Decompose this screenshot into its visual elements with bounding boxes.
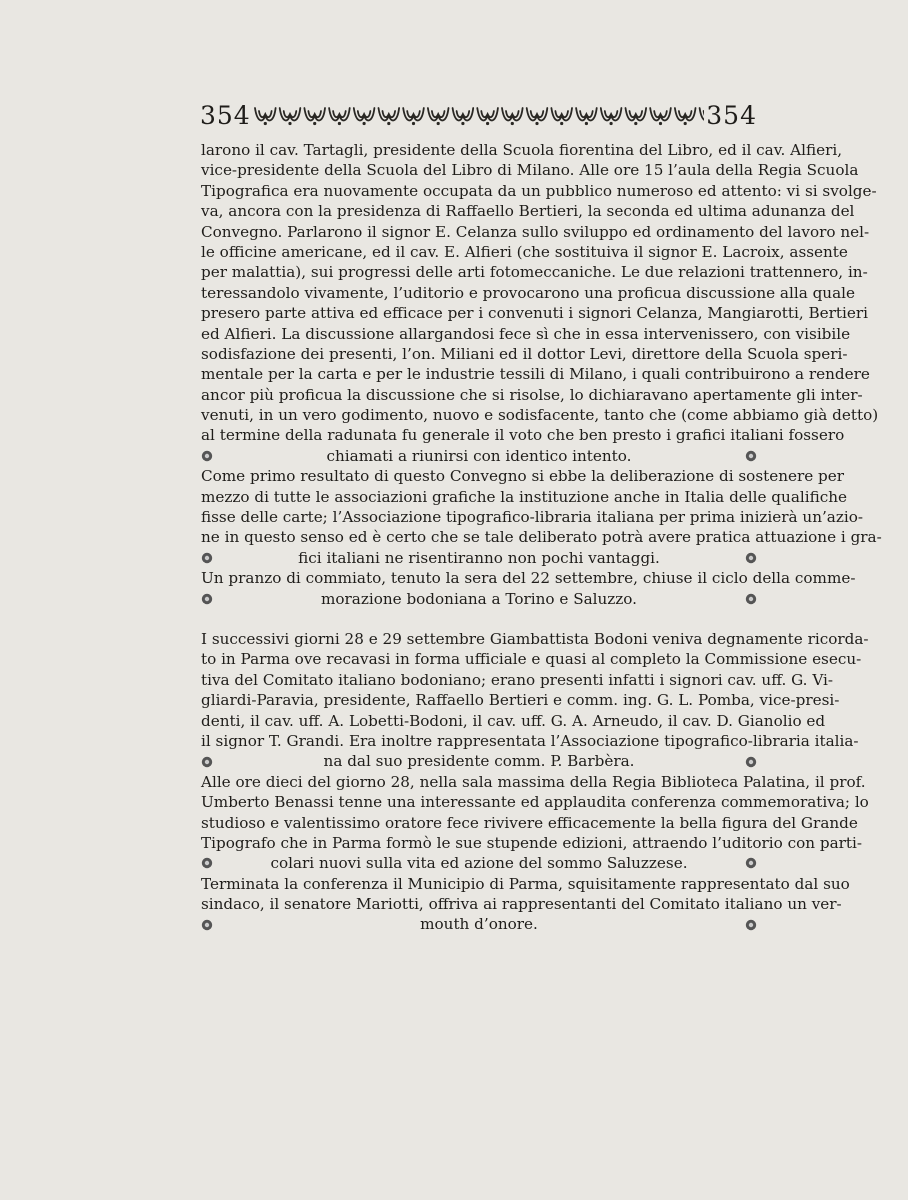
vine-ornament-band [253, 102, 705, 128]
vine-ornament-unit [329, 108, 350, 125]
closing-line [201, 751, 757, 771]
closing-text: morazione bodoniana a Torino e Saluzzo. [320, 589, 637, 608]
text-line: studioso e valentissimo oratore fece rivivere efficacemente la bella figura del Grande [201, 813, 858, 832]
rosette-ornament-icon [201, 857, 213, 869]
closing-line [201, 548, 757, 568]
closing-line [201, 853, 757, 873]
text-line: ancor più proficua la discussione che si risolse, lo dichiaravano apertamente gli inter- [201, 385, 863, 404]
text-line: sindaco, il senatore Mariotti, offriva ai rappresentanti del Comitato italiano un ver- [201, 895, 842, 914]
vine-ornament-unit [279, 108, 300, 125]
rosette-ornament-icon [201, 756, 213, 768]
text-line: al termine della radunata fu generale il voto che ben presto i grafici italiani fossero [201, 426, 845, 445]
text-line: to in Parma ove recavasi in forma ufficiale e quasi al completo la Commissione esecu- [201, 650, 862, 669]
text-line: sodisfazione dei presenti, l’on. Miliani ed il dottor Levi, direttore della Scuola speri- [201, 344, 848, 363]
text-line: Un pranzo di commiato, tenuto la sera del 22 settembre, chiuse il ciclo della comme- [201, 569, 856, 588]
text-line: gliardi-Paravia, presidente, Raffaello Bertieri e comm. ing. G. L. Pomba, vice-presi- [201, 691, 840, 710]
rosette-ornament-icon [201, 919, 213, 931]
vine-ornament-unit [428, 108, 449, 125]
closing-text: mouth d’onore. [420, 915, 538, 934]
rosette-ornament-icon [745, 593, 757, 605]
paragraph [201, 140, 879, 466]
vine-ornament-unit [378, 108, 399, 125]
text-line: il signor T. Grandi. Era inoltre rappresentata l’Associazione tipografico-libraria italia- [201, 731, 859, 750]
vine-ornament-unit [477, 108, 498, 125]
text-line: teressandolo vivamente, l’uditorio e provocarono una proficua discussione alla quale [201, 283, 855, 302]
vine-ornament-unit [304, 108, 325, 125]
text-line: vice-presidente della Scuola del Libro di Milano. Alle ore 15 l’aula della Regia Scuola [201, 161, 859, 180]
body-text [201, 140, 882, 935]
vine-ornament-unit [625, 108, 646, 125]
text-line: Tipografica era nuovamente occupata da un pubblico numeroso ed attento: vi si svolge- [201, 181, 877, 200]
paragraph [201, 629, 869, 772]
vine-ornament-unit [526, 108, 547, 125]
text-line: larono il cav. Tartagli, presidente della Scuola fiorentina del Libro, ed il cav. Alfieri, [201, 141, 843, 159]
text-line: presero parte attiva ed efficace per i convenuti i signori Celanza, Mangiarotti, Bertieri [201, 304, 868, 323]
section-gap [201, 609, 757, 629]
text-line: le officine americane, ed il cav. E. Alfieri (che sostituiva il signor E. Lacroix, assente [201, 242, 848, 261]
text-line: Tipografo che in Parma formò le sue stupende edizioni, attraendo l’uditorio con parti- [201, 833, 863, 852]
page-number-left: 354 [200, 100, 251, 130]
closing-line [201, 446, 757, 466]
text-line: I successivi giorni 28 e 29 settembre Giambattista Bodoni veniva degnamente ricorda- [201, 629, 869, 648]
text-line: Alle ore dieci del giorno 28, nella sala massima della Regia Biblioteca Palatina, il prof. [201, 772, 866, 791]
closing-line [201, 589, 757, 609]
paragraph [201, 874, 850, 935]
vine-ornament-unit [452, 108, 473, 125]
text-line: Umberto Benassi tenne una interessante ed applaudita conferenza commemorativa; lo [201, 793, 869, 812]
vine-ornament-unit [354, 108, 375, 125]
rosette-ornament-icon [745, 756, 757, 768]
rosette-ornament-icon [745, 857, 757, 869]
text-line: Terminata la conferenza il Municipio di Parma, squisitamente rappresentato dal suo [201, 874, 850, 893]
text-line: ed Alfieri. La discussione allargandosi fece sì che in essa intervenissero, con visibile [201, 324, 851, 343]
paragraph [201, 568, 856, 609]
closing-line [201, 914, 757, 934]
text-line: va, ancora con la presidenza di Raffaello Bertieri, la seconda ed ultima adunanza del [201, 202, 855, 221]
closing-text: chiamati a riunirsi con identico intento. [326, 446, 632, 465]
vine-ornament-unit [551, 108, 572, 125]
rosette-ornament-icon [201, 552, 213, 564]
rosette-ornament-icon [745, 552, 757, 564]
closing-text: colari nuovi sulla vita ed azione del sommo Saluzzese. [270, 854, 688, 873]
text-line: mezzo di tutte le associazioni grafiche la instituzione anche in Italia delle qualifiche [201, 487, 847, 506]
page-number-right: 354 [706, 100, 757, 130]
text-line: ne in questo senso ed è certo che se tale deliberato potrà avere pratica attuazione i gra- [201, 528, 882, 547]
rosette-ornament-icon [201, 593, 213, 605]
rosette-ornament-icon [201, 450, 213, 462]
vine-ornament-unit [601, 108, 622, 125]
vine-ornament-unit [699, 108, 704, 125]
text-line: Come primo resultato di questo Convegno si ebbe la deliberazione di sostenere per [201, 467, 845, 486]
text-line: Convegno. Parlarono il signor E. Celanza sullo sviluppo ed ordinamento del lavoro nel- [201, 222, 870, 241]
text-line: mentale per la carta e per le industrie tessili di Milano, i quali contribuirono a rendere [201, 365, 870, 384]
vine-ornament-unit [255, 108, 276, 125]
vine-ornament-unit [576, 108, 597, 125]
vine-ornament-unit [675, 108, 696, 125]
vine-ornament-unit [403, 108, 424, 125]
text-line: tiva del Comitato italiano bodoniano; erano presenti infatti i signori cav. uff. G. Vi- [201, 670, 834, 689]
rosette-ornament-icon [745, 919, 757, 931]
page-header [200, 98, 757, 132]
text-line: fisse delle carte; l’Associazione tipografico-libraria italiana per prima inizierà un’azio- [201, 508, 863, 527]
closing-text: na dal suo presidente comm. P. Barbèra. [323, 752, 635, 771]
paragraph [201, 772, 869, 874]
paragraph [201, 466, 882, 568]
text-line: venuti, in un vero godimento, nuovo e sodisfacente, tanto che (come abbiamo già detto) [201, 406, 879, 425]
text-line: per malattia), sui progressi delle arti fotomeccaniche. Le due relazioni trattennero, in- [201, 263, 868, 282]
closing-text: fici italiani ne risentiranno non pochi vantaggi. [298, 548, 660, 567]
text-line: denti, il cav. uff. A. Lobetti-Bodoni, il cav. uff. G. A. Arneudo, il cav. D. Gianolio ed [201, 711, 826, 730]
vine-ornament-unit [502, 108, 523, 125]
vine-ornament-unit [650, 108, 671, 125]
rosette-ornament-icon [745, 450, 757, 462]
